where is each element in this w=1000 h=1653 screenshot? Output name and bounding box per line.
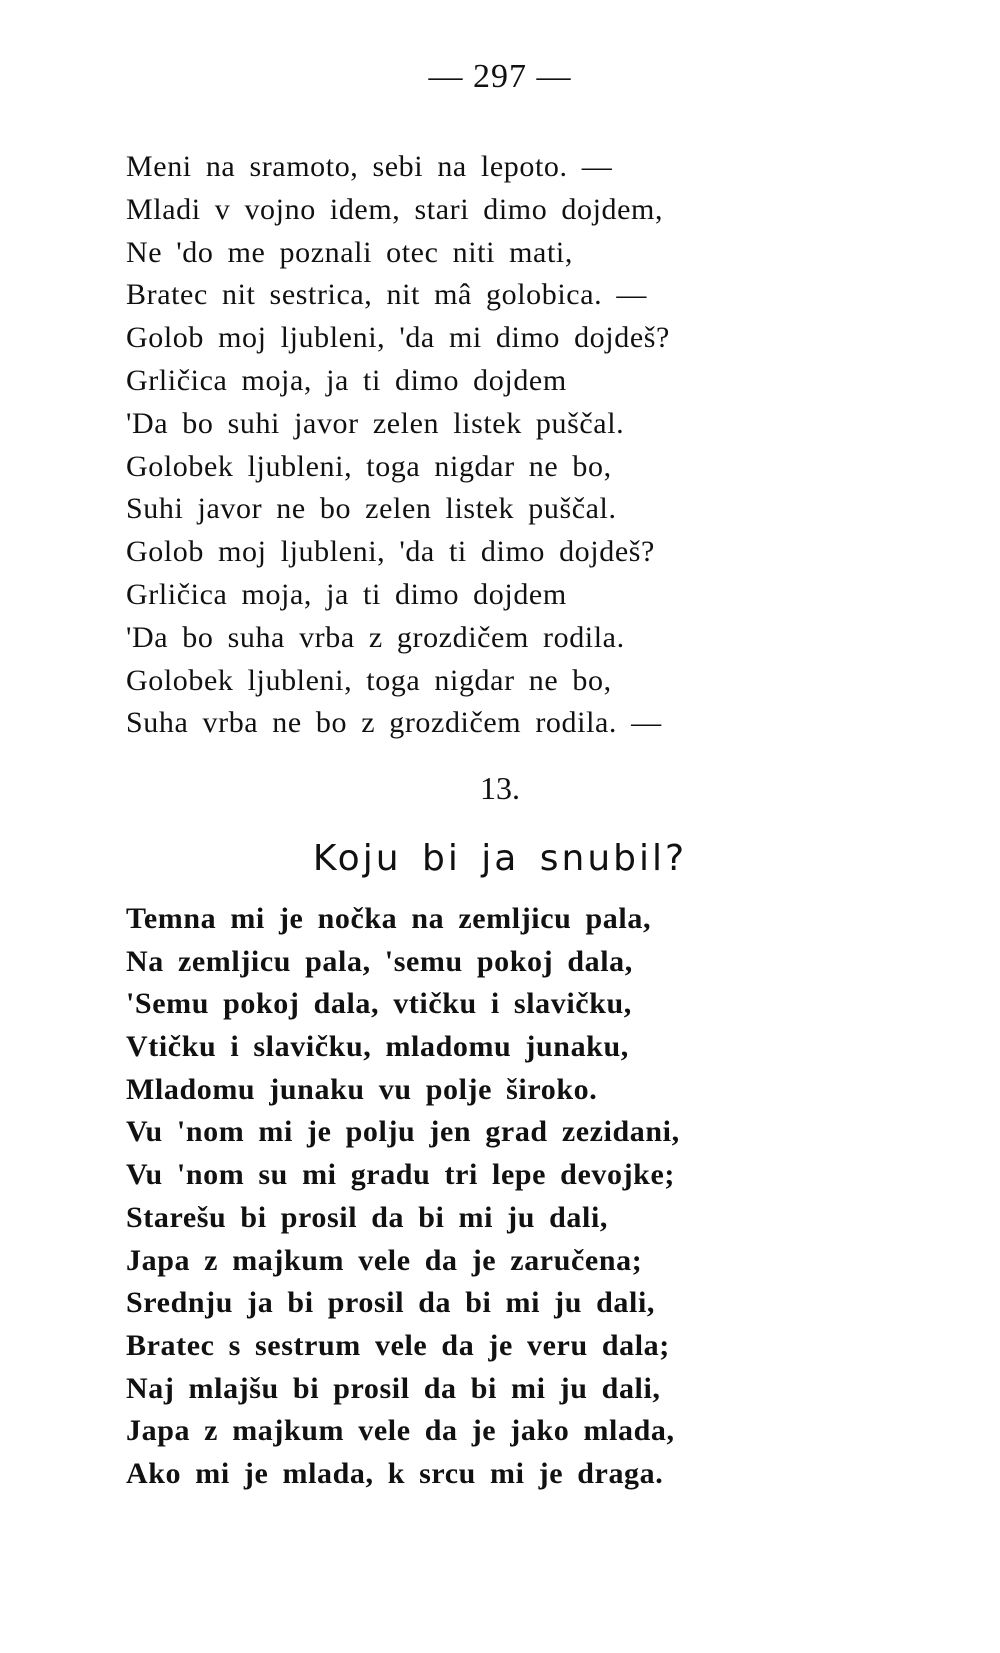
verse-line: 'Semu pokoj dala, vtičku i slavičku, (126, 987, 632, 1021)
section-title: Koju bi ja snubil? (312, 838, 688, 879)
verse-line: Suha vrba ne bo z grozdičem rodila. — (126, 706, 662, 740)
verse-line: Japa z majkum vele da je zaručena; (126, 1243, 643, 1277)
verse-line: Suhi javor ne bo zelen listek puščal. (126, 492, 617, 526)
verse-line: 'Da bo suhi javor zelen listek puščal. (126, 406, 625, 440)
verse-line: Mladi v vojno idem, stari dimo dojdem, (126, 192, 664, 226)
verse-line: Starešu bi prosil da bi mi ju dali, (126, 1200, 609, 1234)
poem-body (126, 898, 886, 1496)
verse-line: Vu 'nom su mi gradu tri lepe devojke; (126, 1158, 675, 1192)
verse-line: Vtičku i slavičku, mladomu junaku, (126, 1030, 629, 1064)
verse-line: 'Da bo suha vrba z grozdičem rodila. (126, 620, 625, 654)
section-number: 13. (480, 770, 520, 806)
poem-continuation (126, 146, 886, 745)
verse-line: Meni na sramoto, sebi na lepoto. — (126, 150, 613, 183)
verse-line: Grličica moja, ja ti dimo dojdem (126, 363, 567, 397)
verse-line: Temna mi je nočka na zemljicu pala, (126, 902, 652, 935)
verse-line: Naj mlajšu bi prosil da bi mi ju dali, (126, 1371, 661, 1405)
verse-line: Na zemljicu pala, 'semu pokoj dala, (126, 944, 633, 978)
verse-line: Golobek ljubleni, toga nigdar ne bo, (126, 449, 612, 483)
verse-line: Bratec nit sestrica, nit mâ golobica. — (126, 278, 647, 312)
verse-line: Japa z majkum vele da je jako mlada, (126, 1414, 675, 1448)
verse-line: Grličica moja, ja ti dimo dojdem (126, 577, 567, 611)
verse-line: Vu 'nom mi je polju jen grad zezidani, (126, 1115, 680, 1149)
verse-line: Bratec s sestrum vele da je veru dala; (126, 1328, 670, 1362)
verse-line: Srednju ja bi prosil da bi mi ju dali, (126, 1286, 655, 1320)
page-number: — 297 — (428, 58, 572, 95)
verse-line: Golob moj ljubleni, 'da ti dimo dojdeš? (126, 535, 655, 569)
verse-line: Ako mi je mlada, k srcu mi je draga. (126, 1456, 664, 1490)
verse-line: Ne 'do me poznali otec niti mati, (126, 235, 573, 269)
verse-line: Mladomu junaku vu polje široko. (126, 1072, 598, 1106)
verse-line: Golobek ljubleni, toga nigdar ne bo, (126, 663, 612, 697)
verse-line: Golob moj ljubleni, 'da mi dimo dojdeš? (126, 321, 670, 355)
